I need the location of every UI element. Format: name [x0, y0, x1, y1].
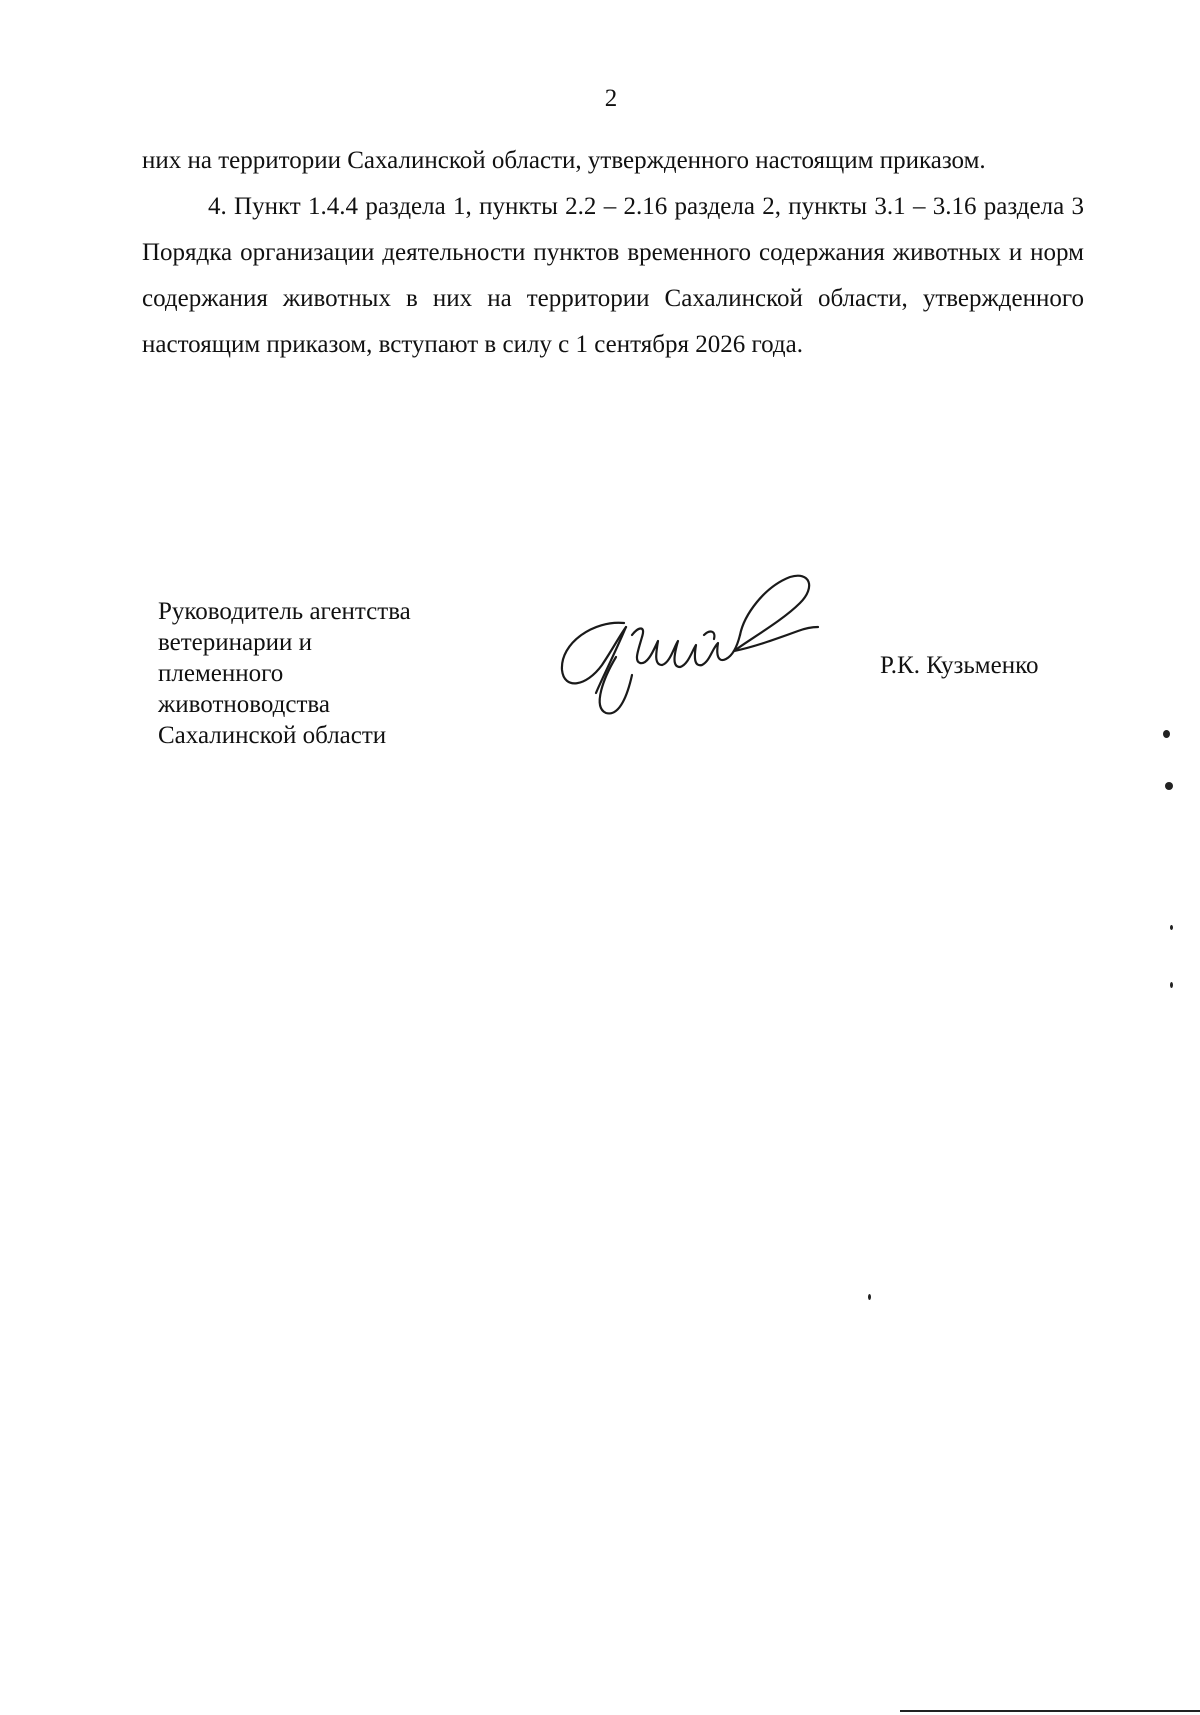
- scan-speck: [1163, 730, 1170, 738]
- scan-speck: [868, 1294, 871, 1300]
- document-body: [142, 138, 1084, 368]
- paragraph-item-4: 4. Пункт 1.4.4 раздела 1, пункты 2.2 – 2.16 раздела 2, пункты 3.1 – 3.16 раздела 3 Порядка организации деятельности пунктов временного содержания животных и норм содержания животных в них на территории Сахалинской области, утвержденного настоящим приказом, вступают в силу с 1 сентября 2026 года.: [142, 193, 1084, 358]
- scan-speck: [1170, 982, 1173, 988]
- signatory-title-line: ветеринарии и: [158, 629, 313, 656]
- signatory-title-line: Руководитель агентства: [158, 598, 411, 625]
- signatory-title-line: Сахалинской области: [158, 722, 387, 749]
- signatory-title-line: животноводства: [158, 691, 330, 718]
- signatory-title-line: племенного: [158, 660, 284, 687]
- signatory-name: Р.К. Кузьменко: [880, 652, 1039, 679]
- scan-speck: [900, 1710, 1200, 1712]
- handwritten-signature: [554, 565, 834, 725]
- page-number: 2: [604, 85, 618, 112]
- scan-speck: [1170, 925, 1173, 930]
- signatory-title: [158, 596, 478, 751]
- scan-speck: [1165, 782, 1173, 790]
- paragraph-continuation: них на территории Сахалинской области, утвержденного настоящим приказом.: [142, 147, 986, 174]
